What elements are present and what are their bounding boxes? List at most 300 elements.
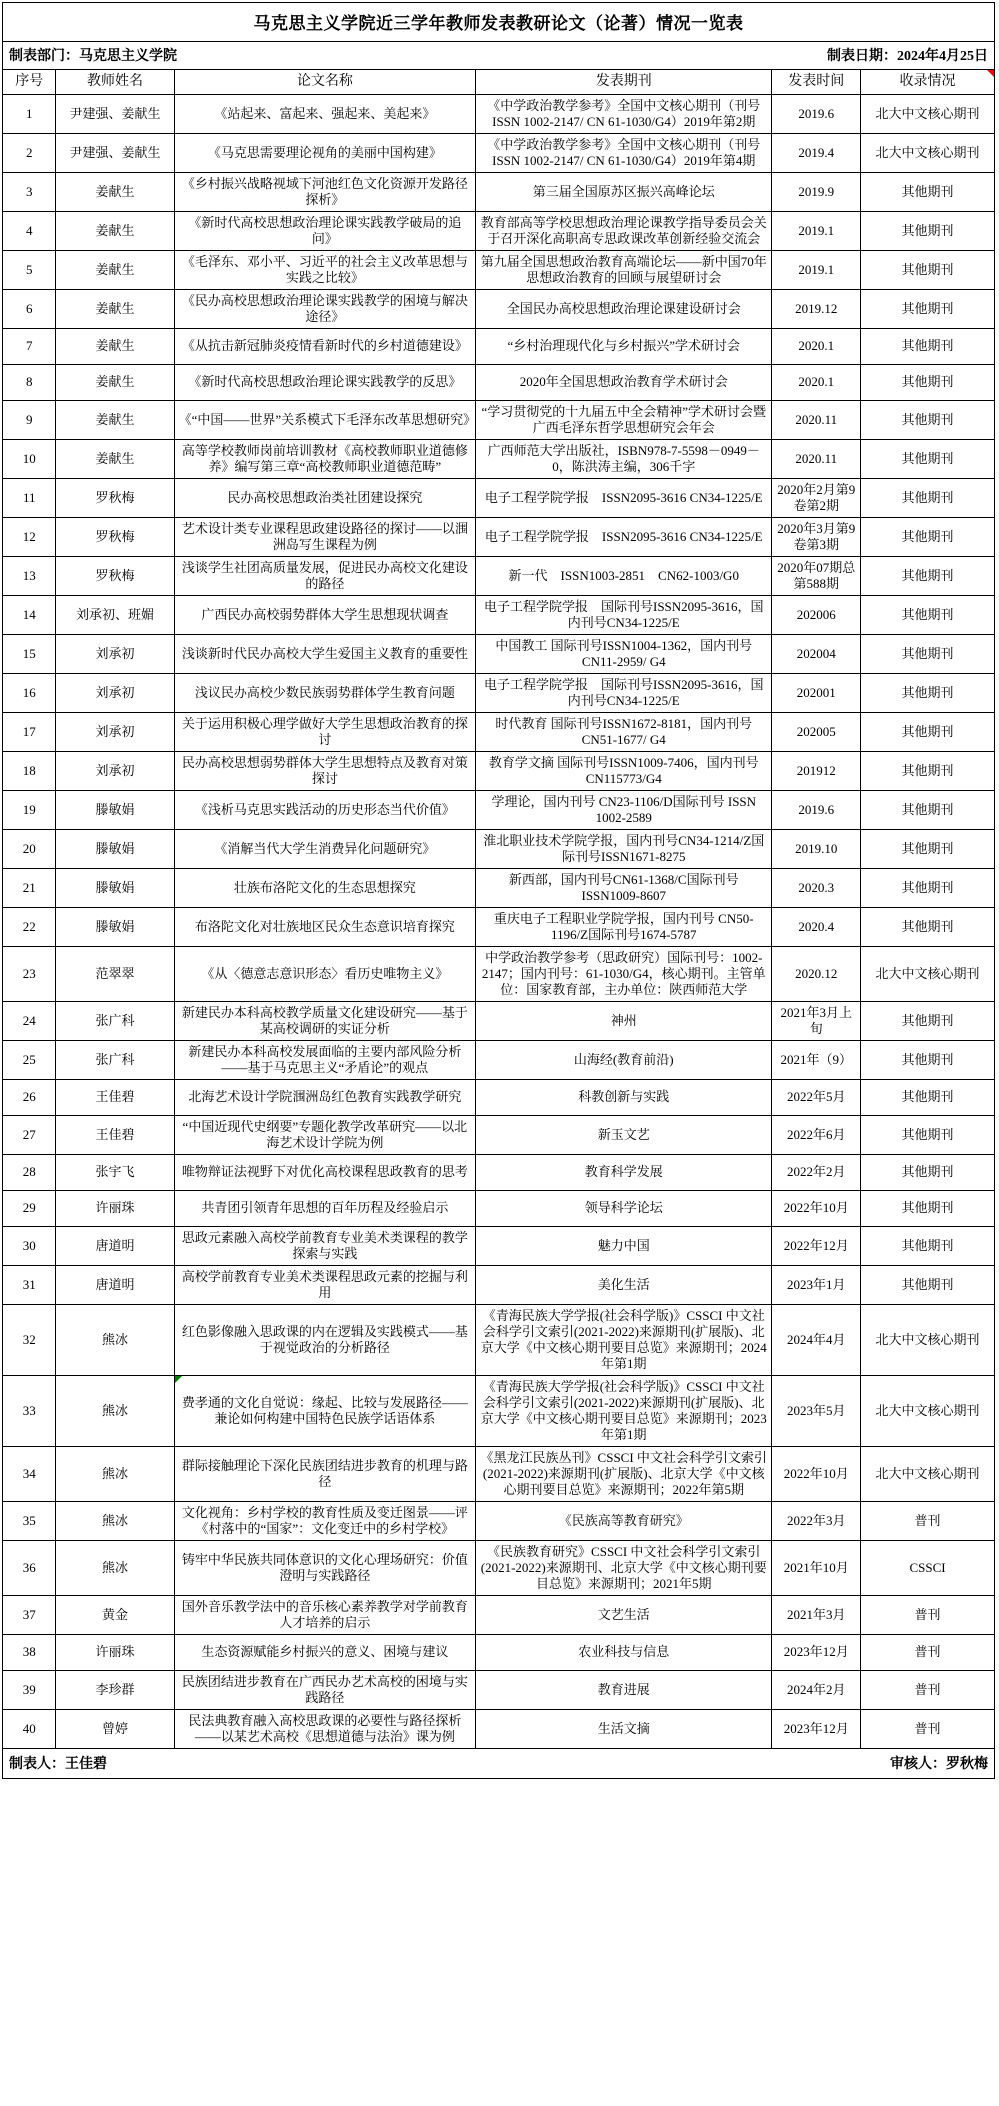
cell-date: 2024年4月 <box>772 1304 861 1375</box>
cell-teacher: 姜献生 <box>56 211 174 250</box>
table-row <box>3 1265 994 1304</box>
cell-title: 《民办高校思想政治理论课实践教学的困境与解决途径》 <box>174 289 475 328</box>
cell-teacher: 许丽珠 <box>56 1634 174 1670</box>
papers-table-body <box>3 94 994 1748</box>
cell-teacher: 尹建强、姜献生 <box>56 94 174 133</box>
header-no: 序号 <box>3 70 56 94</box>
table-row <box>3 1634 994 1670</box>
cell-no: 32 <box>3 1304 56 1375</box>
table-row <box>3 1501 994 1540</box>
table-row <box>3 790 994 829</box>
cell-status: 普刊 <box>861 1709 994 1748</box>
cell-date: 2019.10 <box>772 829 861 868</box>
cell-journal: 第三届全国原苏区振兴高峰论坛 <box>476 172 772 211</box>
cell-date: 202005 <box>772 712 861 751</box>
cell-teacher: 李珍群 <box>56 1670 174 1709</box>
table-row <box>3 289 994 328</box>
cell-teacher: 刘承初 <box>56 751 174 790</box>
table-row <box>3 328 994 364</box>
cell-teacher: 姜献生 <box>56 289 174 328</box>
cell-status: 其他期刊 <box>861 634 994 673</box>
cell-teacher: 熊冰 <box>56 1501 174 1540</box>
cell-status: 其他期刊 <box>861 712 994 751</box>
cell-title: 《新时代高校思想政治理论课实践教学的反思》 <box>174 364 475 400</box>
cell-no: 31 <box>3 1265 56 1304</box>
cell-title: 民族团结进步教育在广西民办艺术高校的困境与实践路径 <box>174 1670 475 1709</box>
header-paper-title: 论文名称 <box>174 70 475 94</box>
cell-no: 35 <box>3 1501 56 1540</box>
footer-row <box>3 1749 994 1778</box>
cell-no: 5 <box>3 250 56 289</box>
cell-no: 27 <box>3 1115 56 1154</box>
papers-table <box>3 70 994 1749</box>
table-row <box>3 634 994 673</box>
cell-no: 24 <box>3 1001 56 1040</box>
cell-date: 2019.6 <box>772 94 861 133</box>
cell-journal: 教育科学发展 <box>476 1154 772 1190</box>
cell-status: 其他期刊 <box>861 1115 994 1154</box>
header-status-label: 收录情况 <box>899 73 956 89</box>
cell-no: 13 <box>3 556 56 595</box>
cell-journal: 山海经(教育前沿) <box>476 1040 772 1079</box>
cell-no: 3 <box>3 172 56 211</box>
cell-journal: 《青海民族大学学报(社会科学版)》CSSCI 中文社会科学引文索引(2021-2022)来源期刊(扩展版)、北京大学《中文核心期刊要目总览》来源期刊；2023年第1期 <box>476 1375 772 1446</box>
cell-no: 28 <box>3 1154 56 1190</box>
cell-no: 25 <box>3 1040 56 1079</box>
cell-no: 14 <box>3 595 56 634</box>
cell-journal: 新一代 ISSN1003-2851 CN62-1003/G0 <box>476 556 772 595</box>
cell-title: 《从抗击新冠肺炎疫情看新时代的乡村道德建设》 <box>174 328 475 364</box>
cell-status: 其他期刊 <box>861 1154 994 1190</box>
cell-title: 浅谈新时代民办高校大学生爱国主义教育的重要性 <box>174 634 475 673</box>
cell-title: 思政元素融入高校学前教育专业美术类课程的教学探索与实践 <box>174 1226 475 1265</box>
cell-date: 2023年12月 <box>772 1634 861 1670</box>
cell-journal: 第九届全国思想政治教育高端论坛——新中国70年思想政治教育的回顾与展望研讨会 <box>476 250 772 289</box>
cell-teacher: 滕敏娟 <box>56 868 174 907</box>
cell-title: “中国近现代史纲要”专题化教学改革研究——以北海艺术设计学院为例 <box>174 1115 475 1154</box>
cell-status: 其他期刊 <box>861 250 994 289</box>
cell-date: 201912 <box>772 751 861 790</box>
cell-journal: 广西师范大学出版社，ISBN978-7-5598－0949－0，陈洪涛主编，306千字 <box>476 439 772 478</box>
table-row <box>3 712 994 751</box>
cell-teacher: 熊冰 <box>56 1304 174 1375</box>
table-row <box>3 1079 994 1115</box>
table-row <box>3 946 994 1001</box>
cell-no: 15 <box>3 634 56 673</box>
cell-teacher: 罗秋梅 <box>56 556 174 595</box>
cell-teacher: 尹建强、姜献生 <box>56 133 174 172</box>
cell-date: 2023年5月 <box>772 1375 861 1446</box>
cell-date: 2022年3月 <box>772 1501 861 1540</box>
table-row <box>3 751 994 790</box>
table-row <box>3 1595 994 1634</box>
cell-journal: 教育学文摘 国际刊号ISSN1009-7406，国内刊号CN115773/G4 <box>476 751 772 790</box>
table-row <box>3 1226 994 1265</box>
cell-teacher: 黄金 <box>56 1595 174 1634</box>
table-row <box>3 1115 994 1154</box>
cell-date: 2021年3月 <box>772 1595 861 1634</box>
cell-date: 2022年2月 <box>772 1154 861 1190</box>
cell-teacher: 姜献生 <box>56 250 174 289</box>
cell-date: 2020.1 <box>772 364 861 400</box>
cell-journal: 领导科学论坛 <box>476 1190 772 1226</box>
cell-title: 艺术设计类专业课程思政建设路径的探讨——以涠洲岛写生课程为例 <box>174 517 475 556</box>
cell-title: 浅谈学生社团高质量发展，促进民办高校文化建设的路径 <box>174 556 475 595</box>
cell-status: 其他期刊 <box>861 595 994 634</box>
header-journal: 发表期刊 <box>476 70 772 94</box>
cell-no: 29 <box>3 1190 56 1226</box>
cell-status: 北大中文核心期刊 <box>861 1446 994 1501</box>
cell-status: 其他期刊 <box>861 211 994 250</box>
table-row <box>3 1304 994 1375</box>
cell-teacher: 姜献生 <box>56 439 174 478</box>
table-row <box>3 1154 994 1190</box>
cell-title: 《浅析马克思实践活动的历史形态当代价值》 <box>174 790 475 829</box>
cell-status: 北大中文核心期刊 <box>861 133 994 172</box>
cell-status: 北大中文核心期刊 <box>861 946 994 1001</box>
table-row <box>3 400 994 439</box>
cell-journal: 《民族高等教育研究》 <box>476 1501 772 1540</box>
cell-status: 其他期刊 <box>861 328 994 364</box>
cell-title: 新建民办本科高校发展面临的主要内部风险分析——基于马克思主义“矛盾论”的观点 <box>174 1040 475 1079</box>
cell-title: 红色影像融入思政课的内在逻辑及实践模式——基于视觉政治的分析路径 <box>174 1304 475 1375</box>
cell-journal: 电子工程学院学报 ISSN2095-3616 CN34-1225/E <box>476 478 772 517</box>
cell-title: 群际接触理论下深化民族团结进步教育的机理与路径 <box>174 1446 475 1501</box>
cell-teacher: 曾婷 <box>56 1709 174 1748</box>
page-title: 马克思主义学院近三学年教师发表教研论文（论著）情况一览表 <box>3 3 994 42</box>
cell-date: 2020年2月第9卷第2期 <box>772 478 861 517</box>
cell-teacher: 姜献生 <box>56 400 174 439</box>
cell-journal: 时代教育 国际刊号ISSN1672-8181，国内刊号CN51-1677/ G4 <box>476 712 772 751</box>
cell-date: 2020.12 <box>772 946 861 1001</box>
cell-status: 其他期刊 <box>861 1190 994 1226</box>
table-row <box>3 673 994 712</box>
cell-teacher: 刘承初 <box>56 634 174 673</box>
cell-journal: 中学政治教学参考（思政研究）国际刊号：1002-2147；国内刊号：61-1030/G4，核心期刊。主管单位：国家教育部，主办单位：陕西师范大学 <box>476 946 772 1001</box>
cell-status: 普刊 <box>861 1670 994 1709</box>
table-row <box>3 1446 994 1501</box>
cell-journal: 神州 <box>476 1001 772 1040</box>
cell-journal: 《中学政治教学参考》全国中文核心期刊（刊号ISSN 1002-2147/ CN 61-1030/G4）2019年第2期 <box>476 94 772 133</box>
cell-title: 壮族布洛陀文化的生态思想探究 <box>174 868 475 907</box>
table-row <box>3 907 994 946</box>
cell-teacher: 张宇飞 <box>56 1154 174 1190</box>
cell-status: 其他期刊 <box>861 364 994 400</box>
cell-status: 其他期刊 <box>861 478 994 517</box>
cell-title: 生态资源赋能乡村振兴的意义、困境与建议 <box>174 1634 475 1670</box>
dept-label: 制表部门：马克思主义学院 <box>9 49 177 64</box>
cell-date: 2020.1 <box>772 328 861 364</box>
cell-title: 新建民办本科高校教学质量文化建设研究——基于某高校调研的实证分析 <box>174 1001 475 1040</box>
cell-no: 1 <box>3 94 56 133</box>
cell-no: 22 <box>3 907 56 946</box>
table-row <box>3 517 994 556</box>
cell-journal: 文艺生活 <box>476 1595 772 1634</box>
cell-date: 2020.3 <box>772 868 861 907</box>
cell-no: 40 <box>3 1709 56 1748</box>
cell-journal: 全国民办高校思想政治理论课建设研讨会 <box>476 289 772 328</box>
cell-journal: 教育部高等学校思想政治理论课教学指导委员会关于召开深化高职高专思政课改革创新经验交流会 <box>476 211 772 250</box>
cell-status: 其他期刊 <box>861 673 994 712</box>
table-row <box>3 439 994 478</box>
cell-title: 浅议民办高校少数民族弱势群体学生教育问题 <box>174 673 475 712</box>
table-row <box>3 1540 994 1595</box>
cell-date: 2020.4 <box>772 907 861 946</box>
cell-status: 其他期刊 <box>861 289 994 328</box>
cell-no: 39 <box>3 1670 56 1709</box>
cell-no: 18 <box>3 751 56 790</box>
cell-status: 其他期刊 <box>861 1040 994 1079</box>
table-row <box>3 364 994 400</box>
cell-no: 38 <box>3 1634 56 1670</box>
cell-status: 其他期刊 <box>861 1226 994 1265</box>
cell-title: 北海艺术设计学院涠洲岛红色教育实践教学研究 <box>174 1079 475 1115</box>
cell-no: 17 <box>3 712 56 751</box>
cell-teacher: 罗秋梅 <box>56 517 174 556</box>
cell-no: 4 <box>3 211 56 250</box>
table-header-row <box>3 70 994 94</box>
cell-status: 其他期刊 <box>861 517 994 556</box>
cell-journal: 《青海民族大学学报(社会科学版)》CSSCI 中文社会科学引文索引(2021-2022)来源期刊(扩展版)、北京大学《中文核心期刊要目总览》来源期刊；2024年第1期 <box>476 1304 772 1375</box>
cell-title: 高校学前教育专业美术类课程思政元素的挖掘与利用 <box>174 1265 475 1304</box>
cell-date: 2020年3月第9卷第3期 <box>772 517 861 556</box>
cell-title: 高等学校教师岗前培训教材《高校教师职业道德修养》编写第三章“高校教师职业道德范畴” <box>174 439 475 478</box>
cell-title: 《乡村振兴战略视域下河池红色文化资源开发路径探析》 <box>174 172 475 211</box>
cell-date: 2023年1月 <box>772 1265 861 1304</box>
cell-no: 21 <box>3 868 56 907</box>
table-row <box>3 94 994 133</box>
cell-title: 民办高校思想政治类社团建设探究 <box>174 478 475 517</box>
cell-title: 《站起来、富起来、强起来、美起来》 <box>174 94 475 133</box>
cell-date: 202001 <box>772 673 861 712</box>
cell-teacher: 熊冰 <box>56 1540 174 1595</box>
cell-status: 其他期刊 <box>861 439 994 478</box>
cell-teacher: 刘承初 <box>56 712 174 751</box>
cell-journal: 电子工程学院学报 ISSN2095-3616 CN34-1225/E <box>476 517 772 556</box>
cell-title: 广西民办高校弱势群体大学生思想现状调查 <box>174 595 475 634</box>
cell-journal: 电子工程学院学报 国际刊号ISSN2095-3616，国内刊号CN34-1225/E <box>476 673 772 712</box>
cell-date: 2020年07期总第588期 <box>772 556 861 595</box>
table-row <box>3 1670 994 1709</box>
cell-teacher: 罗秋梅 <box>56 478 174 517</box>
header-status <box>861 70 994 94</box>
cell-no: 30 <box>3 1226 56 1265</box>
table-row <box>3 1040 994 1079</box>
cell-no: 26 <box>3 1079 56 1115</box>
cell-status: 其他期刊 <box>861 751 994 790</box>
cell-title: 费孝通的文化自觉说：缘起、比较与发展路径——兼论如何构建中国特色民族学话语体系 <box>174 1375 475 1446</box>
cell-title: 铸牢中华民族共同体意识的文化心理场研究：价值澄明与实践路径 <box>174 1540 475 1595</box>
cell-status: CSSCI <box>861 1540 994 1595</box>
cell-journal: 新西部，国内刊号CN61-1368/C国际刊号 ISSN1009-8607 <box>476 868 772 907</box>
table-row <box>3 172 994 211</box>
cell-journal: 农业科技与信息 <box>476 1634 772 1670</box>
table-row <box>3 595 994 634</box>
cell-journal: 新玉文艺 <box>476 1115 772 1154</box>
cell-teacher: 范翠翠 <box>56 946 174 1001</box>
cell-teacher: 姜献生 <box>56 172 174 211</box>
cell-journal: 生活文摘 <box>476 1709 772 1748</box>
table-row <box>3 478 994 517</box>
cell-no: 11 <box>3 478 56 517</box>
cell-no: 9 <box>3 400 56 439</box>
cell-journal: 《民族教育研究》CSSCI 中文社会科学引文索引(2021-2022)来源期刊、北京大学《中文核心期刊要目总览》来源期刊；2021年5期 <box>476 1540 772 1595</box>
table-row <box>3 250 994 289</box>
cell-date: 2019.4 <box>772 133 861 172</box>
table-row <box>3 1375 994 1446</box>
flag-marker-icon <box>175 1376 182 1383</box>
cell-title: 《新时代高校思想政治理论课实践教学破局的追问》 <box>174 211 475 250</box>
cell-date: 202006 <box>772 595 861 634</box>
cell-status: 其他期刊 <box>861 556 994 595</box>
cell-status: 其他期刊 <box>861 172 994 211</box>
cell-no: 8 <box>3 364 56 400</box>
cell-title: 布洛陀文化对壮族地区民众生态意识培育探究 <box>174 907 475 946</box>
meta-row <box>3 42 994 70</box>
cell-teacher: 张广科 <box>56 1040 174 1079</box>
cell-teacher: 姜献生 <box>56 328 174 364</box>
cell-teacher: 刘承初 <box>56 673 174 712</box>
reviewer-label: 审核人：罗秋梅 <box>890 1756 988 1772</box>
cell-no: 36 <box>3 1540 56 1595</box>
cell-journal: 《黑龙江民族丛刊》CSSCI 中文社会科学引文索引(2021-2022)来源期刊(扩展版)、北京大学《中文核心期刊要目总览》来源期刊；2022年第5期 <box>476 1446 772 1501</box>
cell-journal: 科教创新与实践 <box>476 1079 772 1115</box>
cell-date: 2021年3月上旬 <box>772 1001 861 1040</box>
date-label: 制表日期：2024年4月25日 <box>827 49 988 64</box>
cell-teacher: 刘承初、班媚 <box>56 595 174 634</box>
cell-title: 《马克思需要理论视角的美丽中国构建》 <box>174 133 475 172</box>
cell-status: 普刊 <box>861 1595 994 1634</box>
table-row <box>3 211 994 250</box>
cell-date: 2023年12月 <box>772 1709 861 1748</box>
cell-no: 33 <box>3 1375 56 1446</box>
cell-no: 34 <box>3 1446 56 1501</box>
cell-date: 2019.9 <box>772 172 861 211</box>
cell-date: 2019.6 <box>772 790 861 829</box>
cell-title: 唯物辩证法视野下对优化高校课程思政教育的思考 <box>174 1154 475 1190</box>
cell-journal: “学习贯彻党的十九届五中全会精神”学术研讨会暨广西毛泽东哲学思想研究会年会 <box>476 400 772 439</box>
cell-status: 北大中文核心期刊 <box>861 94 994 133</box>
header-date: 发表时间 <box>772 70 861 94</box>
cell-teacher: 张广科 <box>56 1001 174 1040</box>
cell-teacher: 熊冰 <box>56 1375 174 1446</box>
table-row <box>3 556 994 595</box>
cell-teacher: 姜献生 <box>56 364 174 400</box>
cell-date: 2019.1 <box>772 211 861 250</box>
cell-no: 19 <box>3 790 56 829</box>
cell-status: 其他期刊 <box>861 1001 994 1040</box>
cell-journal: 《中学政治教学参考》全国中文核心期刊（刊号ISSN 1002-2147/ CN 61-1030/G4）2019年第4期 <box>476 133 772 172</box>
cell-title: 共青团引领青年思想的百年历程及经验启示 <box>174 1190 475 1226</box>
table-row <box>3 1709 994 1748</box>
cell-title: 《“中国——世界”关系模式下毛泽东改革思想研究》 <box>174 400 475 439</box>
cell-teacher: 滕敏娟 <box>56 829 174 868</box>
comment-marker-icon <box>987 70 994 77</box>
preparer-label: 制表人：王佳碧 <box>9 1756 107 1772</box>
cell-status: 普刊 <box>861 1501 994 1540</box>
header-teacher: 教师姓名 <box>56 70 174 94</box>
worksheet <box>2 2 995 1779</box>
cell-status: 其他期刊 <box>861 1265 994 1304</box>
cell-date: 2019.12 <box>772 289 861 328</box>
cell-status: 北大中文核心期刊 <box>861 1375 994 1446</box>
cell-date: 2022年12月 <box>772 1226 861 1265</box>
cell-title: 《从〈德意志意识形态〉看历史唯物主义》 <box>174 946 475 1001</box>
cell-date: 202004 <box>772 634 861 673</box>
cell-teacher: 唐道明 <box>56 1226 174 1265</box>
cell-title: 关于运用积极心理学做好大学生思想政治教育的探讨 <box>174 712 475 751</box>
cell-title: 民法典教育融入高校思政课的必要性与路径探析——以某艺术高校《思想道德与法治》课为例 <box>174 1709 475 1748</box>
cell-teacher: 熊冰 <box>56 1446 174 1501</box>
table-row <box>3 868 994 907</box>
cell-date: 2020.11 <box>772 400 861 439</box>
cell-no: 6 <box>3 289 56 328</box>
cell-journal: “乡村治理现代化与乡村振兴”学术研讨会 <box>476 328 772 364</box>
cell-date: 2022年5月 <box>772 1079 861 1115</box>
cell-status: 北大中文核心期刊 <box>861 1304 994 1375</box>
cell-title: 《消解当代大学生消费异化问题研究》 <box>174 829 475 868</box>
cell-status: 其他期刊 <box>861 868 994 907</box>
cell-teacher: 唐道明 <box>56 1265 174 1304</box>
cell-status: 其他期刊 <box>861 790 994 829</box>
cell-no: 12 <box>3 517 56 556</box>
cell-title: 民办高校思想弱势群体大学生思想特点及教育对策探讨 <box>174 751 475 790</box>
cell-date: 2021年10月 <box>772 1540 861 1595</box>
cell-teacher: 滕敏娟 <box>56 907 174 946</box>
table-row <box>3 1001 994 1040</box>
cell-no: 20 <box>3 829 56 868</box>
cell-journal: 美化生活 <box>476 1265 772 1304</box>
cell-teacher: 王佳碧 <box>56 1079 174 1115</box>
cell-status: 其他期刊 <box>861 400 994 439</box>
cell-no: 37 <box>3 1595 56 1634</box>
cell-date: 2021年（9） <box>772 1040 861 1079</box>
cell-no: 23 <box>3 946 56 1001</box>
cell-no: 7 <box>3 328 56 364</box>
cell-journal: 中国教工 国际刊号ISSN1004-1362，国内刊号CN11-2959/ G4 <box>476 634 772 673</box>
cell-no: 16 <box>3 673 56 712</box>
cell-title: 文化视角：乡村学校的教育性质及变迁图景——评《村落中的“国家”：文化变迁中的乡村学校》 <box>174 1501 475 1540</box>
cell-status: 其他期刊 <box>861 907 994 946</box>
table-row <box>3 829 994 868</box>
cell-no: 10 <box>3 439 56 478</box>
cell-status: 其他期刊 <box>861 829 994 868</box>
cell-date: 2024年2月 <box>772 1670 861 1709</box>
cell-teacher: 滕敏娟 <box>56 790 174 829</box>
cell-status: 其他期刊 <box>861 1079 994 1115</box>
cell-title: 国外音乐教学法中的音乐核心素养教学对学前教育人才培养的启示 <box>174 1595 475 1634</box>
cell-title: 《毛泽东、邓小平、习近平的社会主义改革思想与实践之比较》 <box>174 250 475 289</box>
cell-journal: 魅力中国 <box>476 1226 772 1265</box>
table-row <box>3 133 994 172</box>
cell-teacher: 许丽珠 <box>56 1190 174 1226</box>
cell-no: 2 <box>3 133 56 172</box>
cell-journal: 重庆电子工程职业学院学报，国内刊号 CN50-1196/Z国际刊号1674-5787 <box>476 907 772 946</box>
cell-journal: 2020年全国思想政治教育学术研讨会 <box>476 364 772 400</box>
cell-journal: 电子工程学院学报 国际刊号ISSN2095-3616，国内刊号CN34-1225/E <box>476 595 772 634</box>
cell-date: 2022年10月 <box>772 1190 861 1226</box>
cell-date: 2022年6月 <box>772 1115 861 1154</box>
cell-date: 2019.1 <box>772 250 861 289</box>
cell-date: 2020.11 <box>772 439 861 478</box>
table-row <box>3 1190 994 1226</box>
cell-date: 2022年10月 <box>772 1446 861 1501</box>
cell-journal: 学理论，国内刊号 CN23-1106/D国际刊号 ISSN 1002-2589 <box>476 790 772 829</box>
cell-teacher: 王佳碧 <box>56 1115 174 1154</box>
cell-status: 普刊 <box>861 1634 994 1670</box>
cell-journal: 淮北职业技术学院学报，国内刊号CN34-1214/Z国际刊号ISSN1671-8275 <box>476 829 772 868</box>
cell-journal: 教育进展 <box>476 1670 772 1709</box>
